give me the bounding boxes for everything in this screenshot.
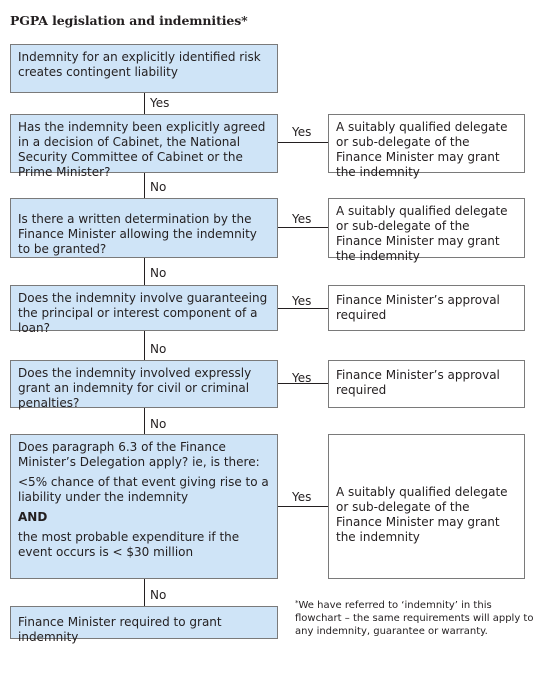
result-box-2: A suitably qualified delegate or sub-delegate of the Finance Minister may grant the indemnity [328, 198, 525, 258]
footnote [295, 599, 535, 638]
question-box-4: Does the indemnity involved expressly grant an indemnity for civil or criminal penalties? [10, 360, 278, 408]
question-5-and: AND [18, 510, 48, 524]
connector-q2-q3 [144, 258, 145, 285]
final-box: Finance Minister required to grant indemnity [10, 606, 278, 639]
yes-label-q2: Yes [292, 212, 312, 226]
connector-q5-final [144, 579, 145, 606]
result-box-3: Finance Minister’s approval required [328, 285, 525, 331]
result-box-1: A suitably qualified delegate or sub-delegate of the Finance Minister may grant the indemnity [328, 114, 525, 173]
connector-q4-q5 [144, 408, 145, 434]
question-box-3: Does the indemnity involve guaranteeing the principal or interest component of a loan? [10, 285, 278, 331]
connector-q3-result [278, 308, 328, 309]
question-box-2: Is there a written determination by the Finance Minister allowing the indemnity to be granted? [10, 198, 278, 258]
connector-q1-q2 [144, 173, 145, 198]
yes-label-q3: Yes [292, 294, 312, 308]
result-box-4: Finance Minister’s approval required [328, 360, 525, 408]
connector-q5-result [278, 506, 328, 507]
question-5-condition-1: <5% chance of that event giving rise to a liability under the indemnity [18, 475, 269, 504]
connector-q2-result [278, 227, 328, 228]
no-label-q4: No [150, 417, 167, 431]
yes-label-q1: Yes [292, 125, 312, 139]
footnote-text: We have referred to ‘indemnity’ in this flowchart – the same requirements will apply to any indemnity, guarantee or warranty. [295, 600, 534, 637]
no-label-q2: No [150, 266, 167, 280]
question-5-condition-2: the most probable expenditure if the event occurs is < $30 million [18, 530, 240, 559]
connector-q1-result [278, 142, 328, 143]
yes-label-q4: Yes [292, 371, 312, 385]
question-box-1: Has the indemnity been explicitly agreed in a decision of Cabinet, the National Security Committee of Cabinet or the Prime Minister? [10, 114, 278, 173]
yes-label-q5: Yes [292, 490, 312, 504]
connector-start-q1 [144, 93, 145, 114]
connector-q3-q4 [144, 331, 145, 360]
diagram-title: PGPA legislation and indemnities* [10, 13, 248, 28]
no-label-q1: No [150, 180, 167, 194]
footnote-mark: * [295, 599, 299, 607]
start-box: Indemnity for an explicitly identified risk creates contingent liability [10, 44, 278, 93]
question-box-5 [10, 434, 278, 579]
result-box-5: A suitably qualified delegate or sub-delegate of the Finance Minister may grant the indemnity [328, 434, 525, 579]
question-5-intro: Does paragraph 6.3 of the Finance Minister’s Delegation apply? ie, is there: [18, 440, 260, 469]
yes-label-start: Yes [150, 96, 170, 110]
no-label-q5: No [150, 588, 167, 602]
no-label-q3: No [150, 342, 167, 356]
